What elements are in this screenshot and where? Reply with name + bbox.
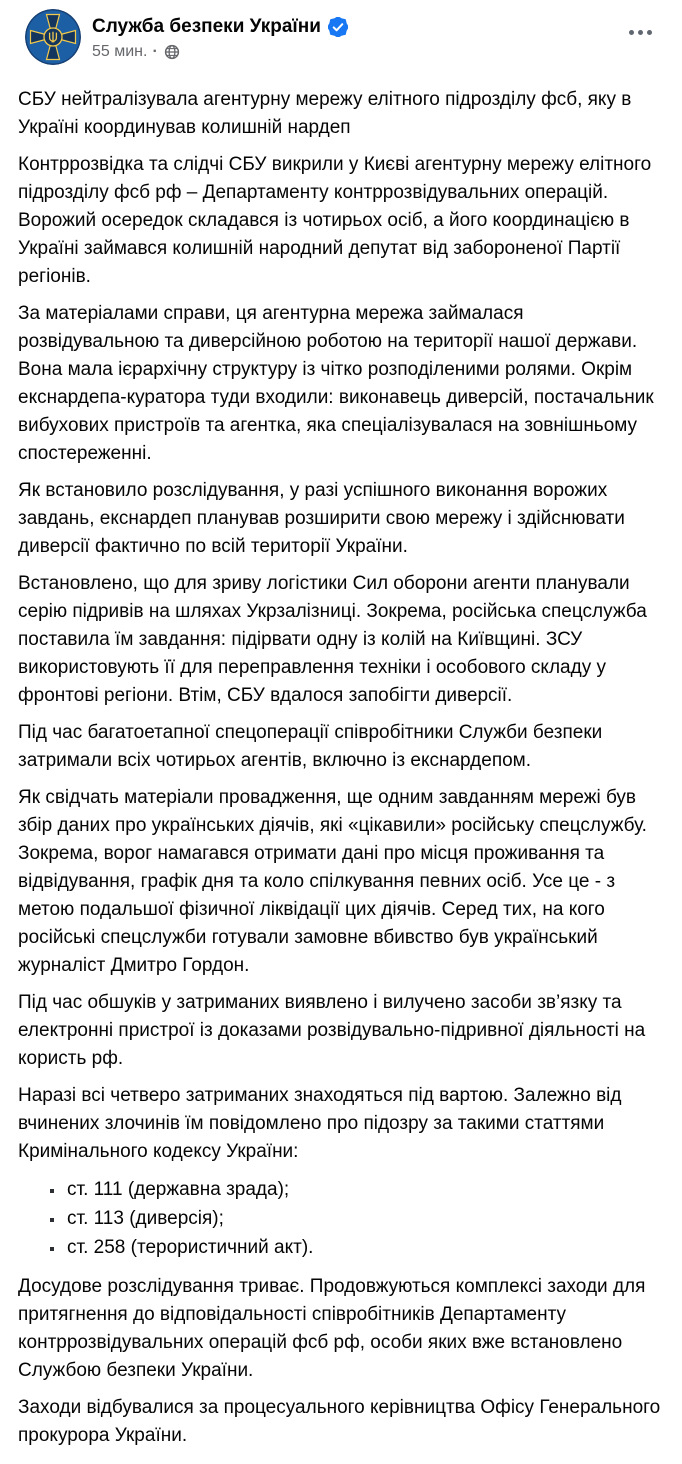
page-name[interactable]: Служба безпеки України: [92, 16, 321, 37]
globe-icon: [164, 44, 180, 60]
bullet-item: ▪ ст. 113 (диверсія);: [65, 1204, 662, 1233]
sbu-emblem-avatar[interactable]: [25, 9, 81, 65]
ellipsis-icon: [629, 30, 634, 35]
post-paragraph: Заходи відбувалися за процесуального керівництва Офісу Генерального прокурора України.: [18, 1397, 661, 1446]
post-paragraph: Як встановило розслідування, у разі успішного виконання ворожих завдань, екснардеп планував розширити свою мережу і здійснювати диверсії фактично по всій території України.: [18, 480, 625, 557]
bullet-item: ▪ ст. 258 (терористичний акт).: [65, 1233, 662, 1262]
meta-separator: ·: [152, 43, 158, 60]
post-paragraph: Встановлено, що для зриву логістики Сил оборони агенти планували серію підривів на шляхах Укрзалізниці. Зокрема, російська спецслужба поставила їм завдання: підірвати одну із колій на Київщині. ЗСУ використовують її для переправлення техніки і особового складу у фронтові регіони. Втім, СБУ вдалося запобігти диверсії.: [18, 573, 647, 706]
ellipsis-icon: [647, 30, 652, 35]
bullet-item: ▪ ст. 111 (державна зрада);: [65, 1175, 662, 1204]
post-paragraph: Контррозвідка та слідчі СБУ викрили у Києві агентурну мережу елітного підрозділу фсб рф – Департаменту контррозвідувальних операцій. Ворожий осередок складався із чотирьох осіб, а його координацією в Україні займався колишній народний депутат від забороненої Партії регіонів.: [18, 154, 652, 287]
timestamp[interactable]: 55 мин.: [92, 43, 148, 60]
post-body: [0, 86, 682, 1464]
post-paragraph: Як свідчать матеріали провадження, ще одним завданням мережі був збір даних про українських діячів, які «цікавили» російську спецслужбу. Зокрема, ворог намагався отримати дані про місця проживання та відвідування, графік дня та коло спілкування певних осіб. Усе це - з метою подальшої фізичної ліквідації цих діячів. Серед тих, на кого російські спецслужби готували замовне вбивство був український журналіст Дмитро Гордон.: [18, 787, 647, 976]
post-meta-row: [92, 42, 348, 62]
ellipsis-icon: [638, 30, 643, 35]
post-paragraph: Під час обшуків у затриманих виявлено і вилучено засоби зв’язку та електронні пристрої із доказами розвідувально-підривної діяльності на користь рф.: [18, 992, 646, 1069]
post-paragraph-headline: СБУ нейтралізувала агентурну мережу елітного підрозділу фсб, яку в Україні координував колишній нардеп: [18, 89, 632, 138]
post-paragraph: Під час багатоетапної спецоперації співробітники Служби безпеки затримали всіх чотирьох агентів, включно із екснардепом.: [18, 722, 603, 771]
post-paragraph: Досудове розслідування триває. Продовжуються комплексі заходи для притягнення до відповідальності співробітників Департаменту контррозвідувальних операцій фсб рф, особи яких вже встановлено Службою безпеки України.: [18, 1276, 646, 1381]
header-text: [92, 9, 348, 62]
post-paragraph: Наразі всі четверо затриманих знаходяться під вартою. Залежно від вчинених злочинів їм повідомлено про підозру за такими статтями Кримінального кодексу України:: [18, 1085, 622, 1162]
verified-badge-icon: [328, 17, 348, 37]
post-header: [0, 0, 682, 65]
criminal-code-articles-list: [18, 1175, 662, 1262]
sbu-emblem-icon: [25, 9, 81, 65]
post-menu-button[interactable]: [625, 22, 656, 43]
page-name-row: [92, 15, 348, 39]
post-paragraph: За матеріалами справи, ця агентурна мережа займалася розвідувальною та диверсійною роботою на території нашої держави. Вона мала ієрархічну структуру із чітко розподіленими ролями. Окрім екснардепа-куратора туди входили: виконавець диверсій, постачальник вибухових пристроїв та агентка, яка спеціалізувалася на зовнішньому спостереженні.: [18, 303, 654, 464]
